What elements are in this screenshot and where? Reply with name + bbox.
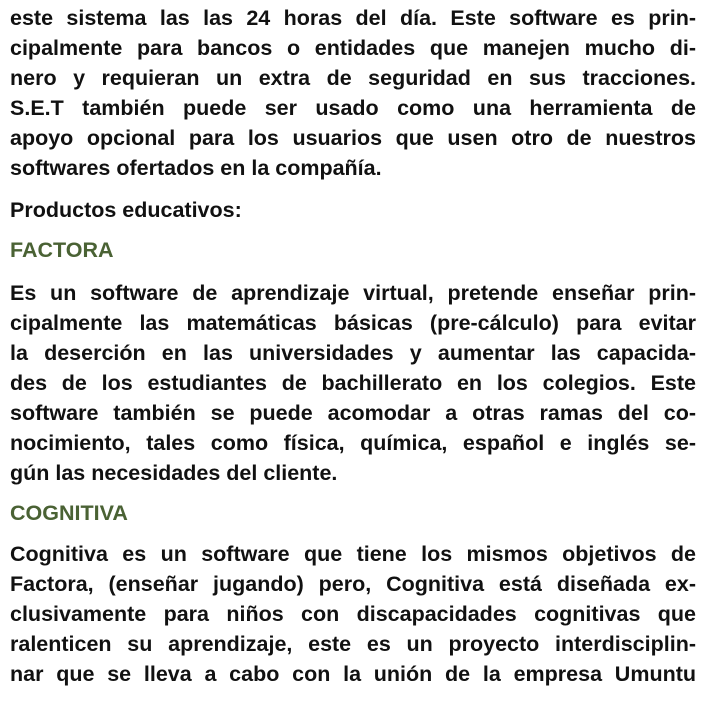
- factora-line: Es un software de aprendizaje virtual, pretende enseñar prin-: [10, 281, 696, 305]
- factora-line: software también se puede acomodar a otras ramas del co-: [10, 401, 696, 425]
- factora-line: cipalmente las matemáticas básicas (pre-cálculo) para evitar: [10, 311, 696, 335]
- factora-line: gún las necesidades del cliente.: [10, 461, 338, 485]
- section-label: Productos educativos:: [10, 198, 242, 222]
- factora-heading: FACTORA: [10, 238, 114, 262]
- factora-line: des de los estudiantes de bachillerato en los colegios. Este: [10, 371, 696, 395]
- cognitiva-line: clusivamente para niños con discapacidades cognitivas que: [10, 602, 696, 626]
- intro-line: cipalmente para bancos o entidades que manejen mucho di-: [10, 36, 696, 60]
- intro-line: este sistema las las 24 horas del día. Este software es prin-: [10, 6, 696, 30]
- cognitiva-heading: COGNITIVA: [10, 501, 128, 525]
- intro-line: S.E.T también puede ser usado como una herramienta de: [10, 96, 696, 120]
- cognitiva-line: Cognitiva es un software que tiene los mismos objetivos de: [10, 542, 696, 566]
- factora-line: la deserción en las universidades y aumentar las capacida-: [10, 341, 696, 365]
- intro-line: softwares ofertados en la compañía.: [10, 156, 382, 180]
- cognitiva-line: nar que se lleva a cabo con la unión de la empresa Umuntu: [10, 662, 696, 686]
- factora-line: nocimiento, tales como física, química, español e inglés se-: [10, 431, 696, 455]
- intro-line: apoyo opcional para los usuarios que usen otro de nuestros: [10, 126, 696, 150]
- cognitiva-line: Factora, (enseñar jugando) pero, Cognitiva está diseñada ex-: [10, 572, 696, 596]
- cognitiva-line: ralenticen su aprendizaje, este es un proyecto interdisciplin-: [10, 632, 696, 656]
- intro-line: nero y requieran un extra de seguridad en sus tracciones.: [10, 66, 696, 90]
